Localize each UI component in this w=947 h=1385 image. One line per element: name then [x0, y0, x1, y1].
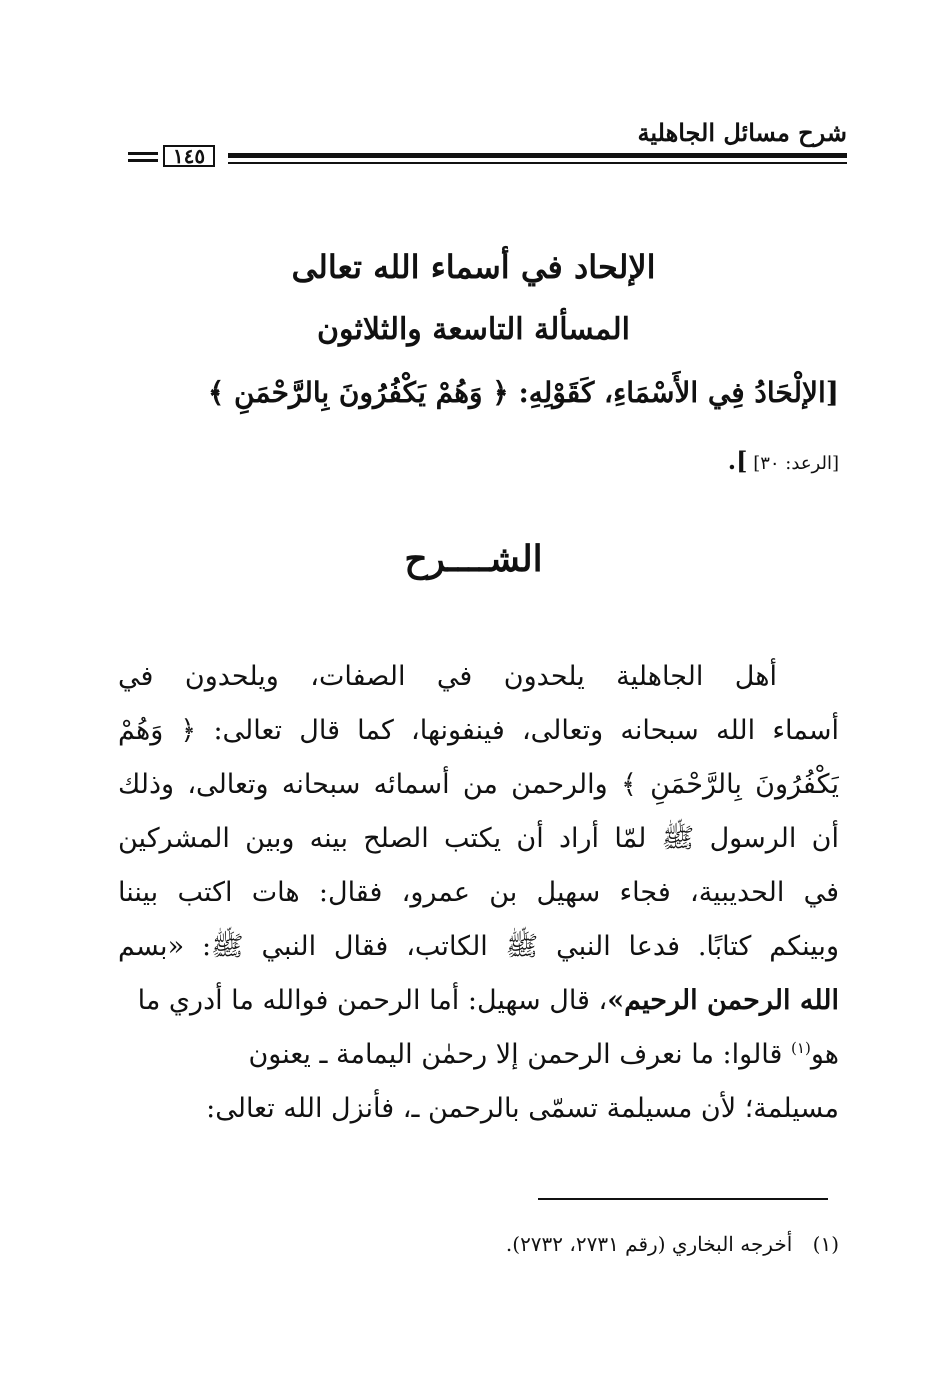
body-line-9: مسيلمة؛ لأن مسيلمة تسمّى بالرحمن ـ، فأنزل الله تعالى: [206, 1093, 839, 1124]
body-line-7 [118, 974, 839, 1028]
body-line-7-rest: ، قال سهيل: أما الرحمن فوالله ما أدري ما [137, 985, 608, 1016]
body-line-3: يَكْفُرُونَ بِالرَّحْمَنِ ﴾ والرحمن من أسمائه سبحانه وتعالى، وذلك [118, 769, 839, 800]
body-line-4: أن الرسول ﷺ لمّا أراد أن يكتب الصلح بينه وبين المشركين [118, 823, 839, 854]
issue-end: ]. [727, 446, 748, 475]
issue-text: [الإلْحَادُ فِي الأَسْمَاءِ، كَقَوْلِهِ: ﴿ وَهُمْ يَكْفُرُونَ بِالرَّحْمَنِ ﴾ [207, 376, 839, 409]
header-rule-left-bottom [128, 159, 158, 162]
issue-citation: [الرعد: ٣٠] [753, 453, 839, 474]
footnote-text: أخرجه البخاري (رقم ٢٧٣١، ٢٧٣٢). [505, 1232, 793, 1256]
body-line-8-rest: قالوا: ما نعرف الرحمن إلا رحمٰن اليمامة ـ يعنون [248, 1039, 792, 1070]
body-line-8 [118, 1028, 839, 1082]
body-line-2: أسماء الله سبحانه وتعالى، فينفونها، كما قال تعالى: ﴿ وَهُمْ [118, 715, 839, 746]
header-rule-left-top [128, 152, 158, 155]
footnote [506, 1232, 839, 1256]
chapter-title: الإلحاد في أسماء الله تعالى [291, 248, 656, 286]
footnote-marker: (١) [812, 1232, 839, 1256]
sharh-title: الشــــرح [404, 538, 543, 580]
body-text [118, 650, 839, 1136]
footnote-reference: (١) [791, 1039, 811, 1057]
header-rule-thin [228, 162, 847, 164]
page-number: ١٤٥ [163, 145, 215, 167]
body-line-8-start: هو [810, 1039, 839, 1070]
footnote-separator [538, 1198, 828, 1200]
running-header-title: شرح مسائل الجاهلية [637, 118, 847, 147]
body-line-6: وبينكم كتابًا. فدعا النبي ﷺ الكاتب، فقال النبي ﷺ: «بسم [118, 931, 839, 962]
basmala-bold: الله الرحمن الرحيم» [607, 985, 839, 1016]
body-line-5: في الحديبية، فجاء سهيل بن عمرو، فقال: هات اكتب بيننا [118, 877, 839, 908]
header-rule-thick [228, 153, 847, 158]
issue-citation-line [728, 446, 839, 475]
body-line-1: أهل الجاهلية يلحدون في الصفات، ويلحدون في [118, 661, 777, 692]
issue-title: المسألة التاسعة والثلاثون [317, 312, 630, 347]
